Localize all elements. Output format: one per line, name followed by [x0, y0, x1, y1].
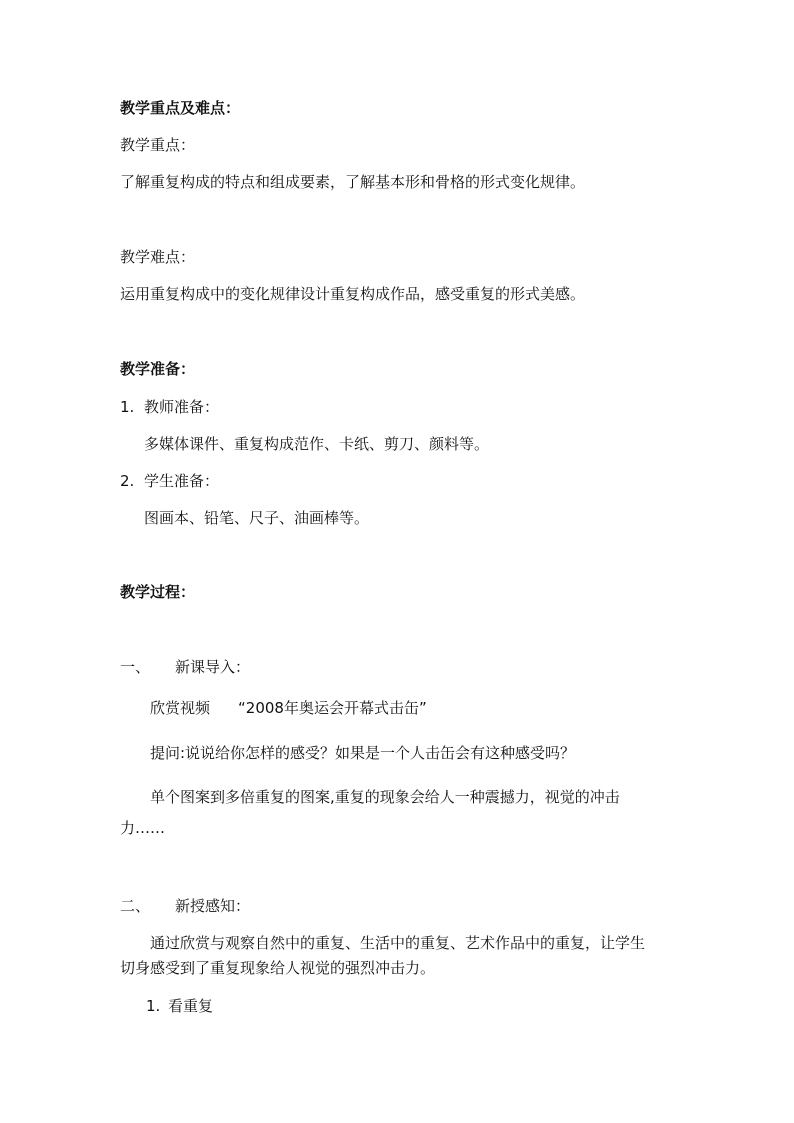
process-step-title: 新课导入：	[175, 658, 251, 676]
key-points-text: 了解重复构成的特点和组成要素，了解基本形和骨格的形式变化规律。	[120, 173, 586, 191]
paragraph-line: 力……	[120, 819, 166, 837]
difficult-points-label: 教学难点：	[120, 248, 196, 266]
process-step-number: 一、	[120, 658, 151, 676]
teacher-prep-detail: 多媒体课件、重复构成范作、卡纸、剪刀、颜料等。	[144, 435, 490, 453]
list-number: 1.	[120, 398, 135, 416]
student-prep-detail: 图画本、铅笔、尺子、油画棒等。	[144, 509, 370, 527]
section-heading-process: 教学过程：	[120, 583, 196, 601]
difficult-points-text: 运用重复构成中的变化规律设计重复构成作品，感受重复的形式美感。	[120, 285, 586, 303]
teacher-prep-label: 教师准备：	[144, 398, 220, 416]
list-number: 1.	[146, 997, 161, 1015]
video-label: 欣赏视频	[150, 699, 211, 717]
paragraph-line: 通过欣赏与观察自然中的重复、生活中的重复、艺术作品中的重复，让学生	[150, 934, 646, 952]
video-title: “2008年奥运会开幕式击缶”	[238, 699, 427, 717]
student-prep-label: 学生准备：	[144, 472, 220, 490]
list-number: 2.	[120, 472, 135, 490]
paragraph-line: 切身感受到了重复现象给人视觉的强烈冲击力。	[120, 959, 436, 977]
paragraph-line: 单个图案到多倍重复的图案,重复的现象会给人一种震撼力，视觉的冲击	[150, 788, 620, 806]
section-heading-focus: 教学重点及难点：	[120, 99, 241, 117]
process-step-title: 新授感知：	[175, 897, 251, 915]
question-text: 提问:说说给你怎样的感受？如果是一个人击缶会有这种感受吗？	[150, 744, 576, 762]
process-step-number: 二、	[120, 897, 151, 915]
section-heading-preparation: 教学准备：	[120, 360, 196, 378]
subsection-title: 看重复	[168, 997, 214, 1015]
key-points-label: 教学重点：	[120, 136, 196, 154]
